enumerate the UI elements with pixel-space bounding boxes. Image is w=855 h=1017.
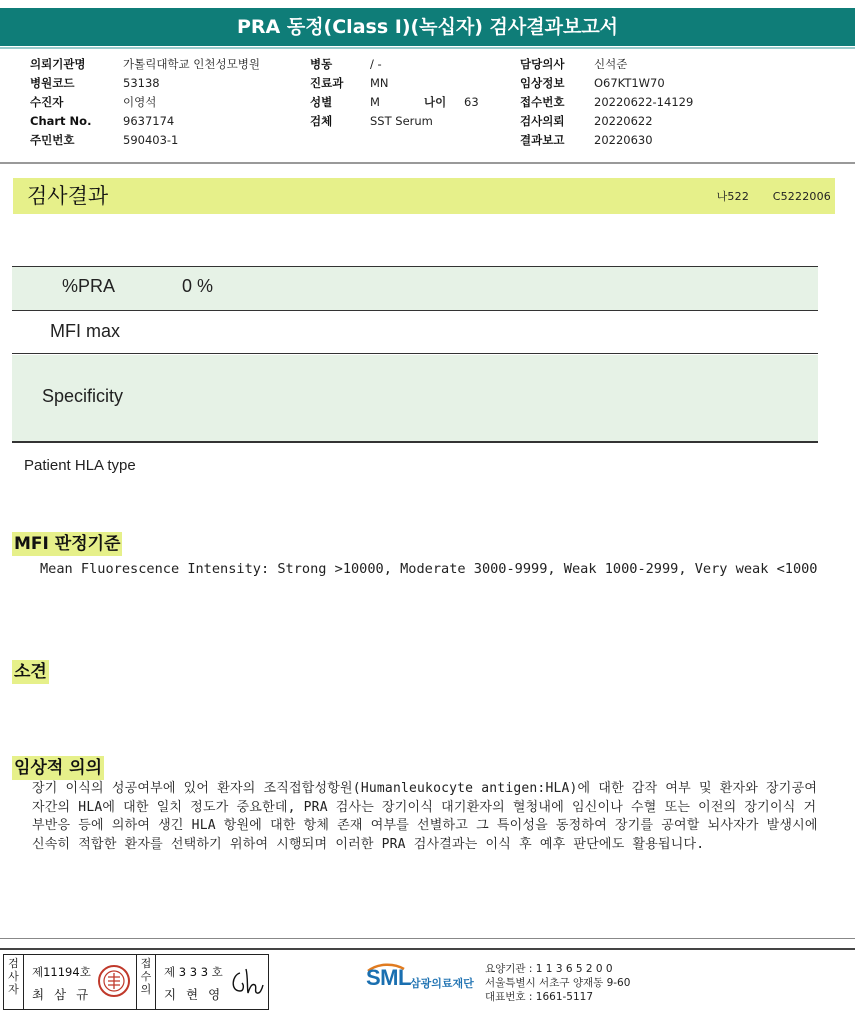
info-row-resident-no [30,131,260,150]
info-row-report-date [520,131,693,150]
footer-divider-thick [0,948,855,950]
receiver-license-no: 제 3 3 3 호 [164,965,223,979]
examiner-label-char-3: 자 [8,983,19,996]
info-row-dept [310,74,479,93]
mfi-criteria-heading: MFI 판정기준 [14,534,121,554]
patient-hla-type-label: Patient HLA type [24,457,136,474]
info-row-chart [30,112,260,131]
examiner-name: 최 삼 규 [32,987,92,1002]
specificity-label: Specificity [42,386,124,406]
specificity-row [12,355,818,442]
request-date-value: 20220622 [594,114,653,128]
report-date-value: 20220630 [594,133,653,147]
institution-value: 가톨릭대학교 인천성모병원 [123,57,260,71]
institution-code-line: 요양기관 : 1 1 3 6 5 2 0 0 [485,963,613,975]
patient-info-column-1 [30,55,260,150]
clinical-info-label: 임상정보 [520,76,565,90]
resident-no-label: 주민번호 [30,133,75,147]
result-heading: 검사결과 [27,184,109,208]
organization-name: 삼광의료재단 [410,977,474,990]
info-row-institution [30,55,260,74]
age-value: 63 [464,95,479,109]
specimen-value: SST Serum [370,114,433,128]
info-row-doctor [520,55,693,74]
clinical-info-value: O67KT1W70 [594,76,665,90]
official-seal-icon [97,964,131,998]
request-date-label: 검사의뢰 [520,114,565,128]
info-row-patient [30,93,260,112]
doctor-label: 담당의사 [520,57,565,71]
examiner-vertical-label [4,955,24,1009]
chart-no-label: Chart No. [30,114,92,128]
info-row-clinical-info [520,74,693,93]
receiver-label-char-3: 의 [140,983,152,996]
report-title: PRA 동정(Class I)(녹십자) 검사결과보고서 [0,8,855,46]
specimen-label: 검체 [310,114,333,128]
address-line: 서울특별시 서초구 양재동 9-60 [485,977,631,989]
info-row-hospital-code [30,74,260,93]
footer-divider-thin [0,938,855,939]
table-divider-2 [12,353,818,354]
receiver-label-char-2: 수 [140,970,152,983]
doctor-value: 신석준 [594,57,628,71]
test-code-2: C5222006 [772,190,831,203]
receipt-no-label: 접수번호 [520,95,565,109]
mfi-criteria-text: Mean Fluorescence Intensity: Strong >10000, Moderate 3000-9999, Weak 1000-2999, Very weak <1000 [40,561,818,577]
organization-address [485,962,630,1004]
receiver-label-char-1: 접 [140,957,152,970]
sml-logo-text: SML [366,965,411,990]
sex-value: M [370,95,380,109]
result-section-header [13,178,835,214]
institution-label: 의뢰기관명 [30,57,86,71]
ward-value: / - [370,57,382,71]
resident-no-value: 590403-1 [123,133,179,147]
patient-info-column-2 [310,55,479,131]
pra-value: 0 % [182,276,214,296]
clinical-significance-heading: 임상적 의의 [14,758,103,778]
phone-line: 대표번호 : 1661-5117 [485,991,594,1003]
sml-logo [364,961,484,1001]
info-row-request-date [520,112,693,131]
patient-info-column-3 [520,55,693,150]
examiner-label-char-2: 사 [8,970,19,983]
info-row-specimen [310,112,479,131]
examiner-label-char-1: 검 [8,957,19,970]
report-date-label: 결과보고 [520,133,565,147]
info-row-sex-age [310,93,479,112]
chart-no-value: 9637174 [123,114,175,128]
mfi-max-label: MFI max [50,321,120,341]
sex-label: 성별 [310,95,333,109]
hospital-code-value: 53138 [123,76,160,90]
table-bottom-border [12,441,818,443]
info-row-receipt-no [520,93,693,112]
result-codes [697,188,831,204]
clinical-significance-text: 장기 이식의 성공여부에 있어 환자의 조직접합성항원(Humanleukocyte antigen:HLA)에 대한 감작 여부 및 환자와 장기공여자간의 HLA에 대한 일치 정도가 중요한데, PRA 검사는 장기이식 대기환자의 혈청내에 임신이나 수혈 또는 이전의 장기이식 거부반응 등에 의하여 생긴 HLA 항원에 대한 항체 존재 여부를 선별하고 그 특이성을 동정하여 장기를 공여할 뇌사자가 발생시에 신속히 적합한 환자를 선택하기 위하여 시행되며 이러한 PRA 검사결과는 이식 후 예후 판단에도 활용됩니다. [32,781,818,852]
receiver-name: 지 현 영 [164,987,224,1002]
pra-label: %PRA [62,276,116,296]
opinion-heading: 소견 [14,662,47,682]
dept-value: MN [370,76,389,90]
info-divider [0,162,855,164]
title-divider [0,47,855,49]
ward-label: 병동 [310,57,333,71]
pra-row [12,267,818,310]
examiner-license-no: 제11194호 [32,965,91,979]
handwritten-signature-icon [226,961,266,1001]
patient-name-value: 이영석 [123,95,157,109]
patient-name-label: 수진자 [30,95,64,109]
info-row-ward [310,55,479,74]
hospital-code-label: 병원코드 [30,76,75,90]
test-code-1: 나522 [716,190,750,203]
mfi-max-row [12,311,818,353]
age-label: 나이 [424,95,447,109]
receipt-no-value: 20220622-14129 [594,95,694,109]
signature-box [3,954,269,1010]
receiver-vertical-label [136,955,156,1009]
dept-label: 진료과 [310,76,344,90]
